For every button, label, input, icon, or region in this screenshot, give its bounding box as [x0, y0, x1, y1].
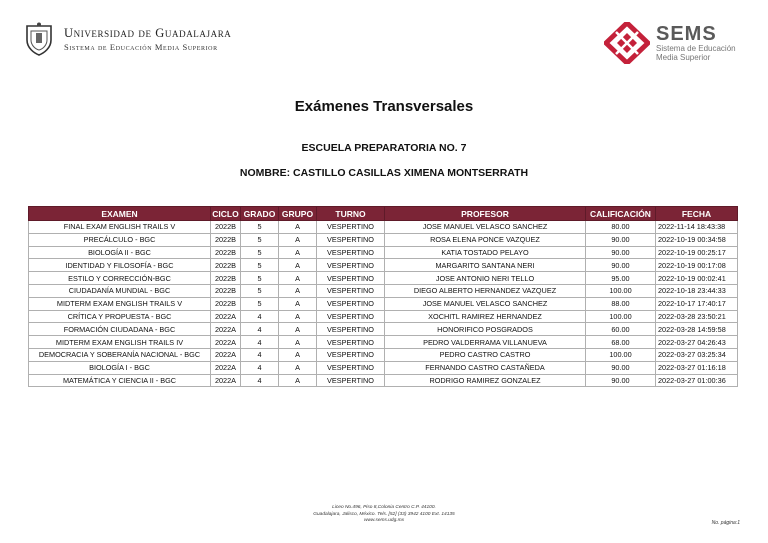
table-cell: A [279, 221, 317, 234]
table-cell: VESPERTINO [317, 233, 385, 246]
table-cell: 2022A [211, 310, 241, 323]
school-name: ESCUELA PREPARATORIA NO. 7 [301, 142, 467, 154]
table-cell: 5 [241, 272, 279, 285]
table-cell: 2022-03-28 23:50:21 [656, 310, 738, 323]
table-cell: 100.00 [586, 348, 656, 361]
table-cell: VESPERTINO [317, 336, 385, 349]
table-cell: 4 [241, 310, 279, 323]
footer-line-2: Guadalajara, Jalisco, México. Tels. [52] (33) 3942 4100 Ext. 14135 [313, 511, 455, 517]
udg-seal-icon [22, 22, 56, 56]
table-cell: RODRIGO RAMIREZ GONZALEZ [385, 374, 586, 387]
table-cell: 90.00 [586, 246, 656, 259]
table-cell: VESPERTINO [317, 374, 385, 387]
table-row [29, 348, 738, 361]
table-cell: MARGARITO SANTANA NERI [385, 259, 586, 272]
table-cell: MIDTERM EXAM ENGLISH TRAILS IV [29, 336, 211, 349]
table-cell: 2022A [211, 361, 241, 374]
sems-subtitle-2: Media Superior [656, 53, 711, 62]
table-cell: A [279, 246, 317, 259]
table-cell: 2022B [211, 233, 241, 246]
university-name: Universidad de Guadalajara [64, 26, 232, 40]
table-cell: FERNANDO CASTRO CASTAÑEDA [385, 361, 586, 374]
table-row [29, 336, 738, 349]
table-cell: 100.00 [586, 310, 656, 323]
table-cell: 2022-10-19 00:34:58 [656, 233, 738, 246]
table-cell: 2022B [211, 259, 241, 272]
document-title: Exámenes Transversales [294, 98, 474, 115]
table-cell: KATIA TOSTADO PELAYO [385, 246, 586, 259]
table-cell: HONORIFICO POSGRADOS [385, 323, 586, 336]
table-cell: 2022-11-14 18:43:38 [656, 221, 738, 234]
table-cell: A [279, 272, 317, 285]
table-cell: 2022-10-18 23:44:33 [656, 284, 738, 297]
page-number: No. página:1 [711, 520, 740, 526]
exams-table [28, 206, 738, 387]
column-header: FECHA [656, 207, 738, 221]
column-header: TURNO [317, 207, 385, 221]
table-cell: VESPERTINO [317, 272, 385, 285]
footer-line-3: www.sems.udg.mx [364, 518, 404, 523]
footer-address [0, 505, 768, 525]
table-cell: 2022-03-27 03:25:34 [656, 348, 738, 361]
table-cell: JOSE ANTONIO NERI TELLO [385, 272, 586, 285]
table-cell: 2022-10-17 17:40:17 [656, 297, 738, 310]
table-row [29, 246, 738, 259]
table-cell: VESPERTINO [317, 246, 385, 259]
table-cell: A [279, 310, 317, 323]
table-cell: DEMOCRACIA Y SOBERANÍA NACIONAL - BGC [29, 348, 211, 361]
table-cell: 60.00 [586, 323, 656, 336]
table-cell: A [279, 361, 317, 374]
table-cell: IDENTIDAD Y FILOSOFÍA - BGC [29, 259, 211, 272]
table-cell: MIDTERM EXAM ENGLISH TRAILS V [29, 297, 211, 310]
table-cell: 88.00 [586, 297, 656, 310]
table-cell: 100.00 [586, 284, 656, 297]
sems-logo [604, 22, 736, 64]
table-cell: 90.00 [586, 259, 656, 272]
table-cell: JOSE MANUEL VELASCO SANCHEZ [385, 297, 586, 310]
table-cell: 2022B [211, 272, 241, 285]
table-cell: 2022-10-19 00:25:17 [656, 246, 738, 259]
table-header-row [29, 207, 738, 221]
sems-logo-icon [604, 22, 650, 64]
udg-logo [22, 22, 231, 56]
table-cell: JOSE MANUEL VELASCO SANCHEZ [385, 221, 586, 234]
table-cell: 90.00 [586, 374, 656, 387]
table-row [29, 310, 738, 323]
table-cell: A [279, 348, 317, 361]
table-cell: CRÍTICA Y PROPUESTA - BGC [29, 310, 211, 323]
table-cell: PRECÁLCULO - BGC [29, 233, 211, 246]
table-cell: BIOLOGÍA II - BGC [29, 246, 211, 259]
table-cell: 2022A [211, 374, 241, 387]
table-cell: 4 [241, 374, 279, 387]
column-header: GRADO [241, 207, 279, 221]
sems-subtitle-1: Sistema de Educación [656, 44, 736, 53]
table-cell: 4 [241, 361, 279, 374]
table-cell: VESPERTINO [317, 348, 385, 361]
table-cell: A [279, 233, 317, 246]
sems-wordmark: SEMS [656, 23, 717, 45]
column-header: CICLO [212, 208, 239, 219]
table-cell: DIEGO ALBERTO HERNANDEZ VAZQUEZ [385, 284, 586, 297]
table-cell: 90.00 [586, 233, 656, 246]
column-header: CALIFICACIÓN [586, 207, 656, 221]
table-row [29, 374, 738, 387]
table-row [29, 297, 738, 310]
table-cell: 5 [241, 297, 279, 310]
table-cell: 5 [241, 221, 279, 234]
table-cell: VESPERTINO [317, 310, 385, 323]
student-name: NOMBRE: CASTILLO CASILLAS XIMENA MONTSERRATH [239, 167, 529, 179]
table-row [29, 221, 738, 234]
table-cell: A [279, 297, 317, 310]
table-cell: ESTILO Y CORRECCIÓN-BGC [29, 272, 211, 285]
table-cell: 5 [241, 259, 279, 272]
table-cell: PEDRO CASTRO CASTRO [385, 348, 586, 361]
table-cell: 4 [241, 336, 279, 349]
table-cell: 4 [241, 348, 279, 361]
table-cell: 90.00 [586, 361, 656, 374]
table-cell: ROSA ELENA PONCE VAZQUEZ [385, 233, 586, 246]
table-body [29, 221, 738, 387]
table-cell: 2022B [211, 221, 241, 234]
table-cell: VESPERTINO [317, 361, 385, 374]
table-row [29, 233, 738, 246]
column-header: PROFESOR [385, 207, 586, 221]
footer-line-1: Liceo No.496, Piso 8,Colonia Centro C.P. 44100. [332, 505, 436, 510]
table-cell: 2022B [211, 246, 241, 259]
table-row [29, 272, 738, 285]
table-row [29, 323, 738, 336]
table-cell: VESPERTINO [317, 221, 385, 234]
table-cell: VESPERTINO [317, 297, 385, 310]
table-cell: 2022-03-27 04:26:43 [656, 336, 738, 349]
table-cell: MATEMÁTICA Y CIENCIA II - BGC [29, 374, 211, 387]
table-cell: 80.00 [586, 221, 656, 234]
table-cell: A [279, 336, 317, 349]
table-cell: A [279, 323, 317, 336]
table-cell: A [279, 259, 317, 272]
table-cell: 5 [241, 233, 279, 246]
table-cell: 2022-03-27 01:00:36 [656, 374, 738, 387]
table-cell: 2022A [211, 336, 241, 349]
table-cell: 2022-10-19 00:02:41 [656, 272, 738, 285]
table-cell: 2022-03-27 01:16:18 [656, 361, 738, 374]
university-system: Sistema de Educación Media Superior [64, 42, 218, 52]
column-header: EXAMEN [29, 207, 211, 221]
table-cell: 95.00 [586, 272, 656, 285]
table-cell: 2022B [211, 284, 241, 297]
table-cell: 2022B [211, 297, 241, 310]
table-cell: VESPERTINO [317, 284, 385, 297]
column-header: GRUPO [279, 207, 317, 221]
table-cell: BIOLOGÍA I - BGC [29, 361, 211, 374]
table-cell: 5 [241, 284, 279, 297]
table-cell: PEDRO VALDERRAMA VILLANUEVA [385, 336, 586, 349]
table-cell: VESPERTINO [317, 323, 385, 336]
table-cell: 2022A [211, 323, 241, 336]
table-cell: FORMACIÓN CIUDADANA - BGC [29, 323, 211, 336]
table-cell: 2022-10-19 00:17:08 [656, 259, 738, 272]
table-cell: 5 [241, 246, 279, 259]
table-cell: 4 [241, 323, 279, 336]
table-cell: XOCHITL RAMIREZ HERNANDEZ [385, 310, 586, 323]
table-cell: A [279, 374, 317, 387]
table-row [29, 259, 738, 272]
table-cell: A [279, 284, 317, 297]
table-cell: 68.00 [586, 336, 656, 349]
table-cell: VESPERTINO [317, 259, 385, 272]
table-cell: FINAL EXAM ENGLISH TRAILS V [29, 221, 211, 234]
table-cell: 2022-03-28 14:59:58 [656, 323, 738, 336]
table-cell: 2022A [211, 348, 241, 361]
table-row [29, 284, 738, 297]
table-cell: CIUDADANÍA MUNDIAL - BGC [29, 284, 211, 297]
table-row [29, 361, 738, 374]
